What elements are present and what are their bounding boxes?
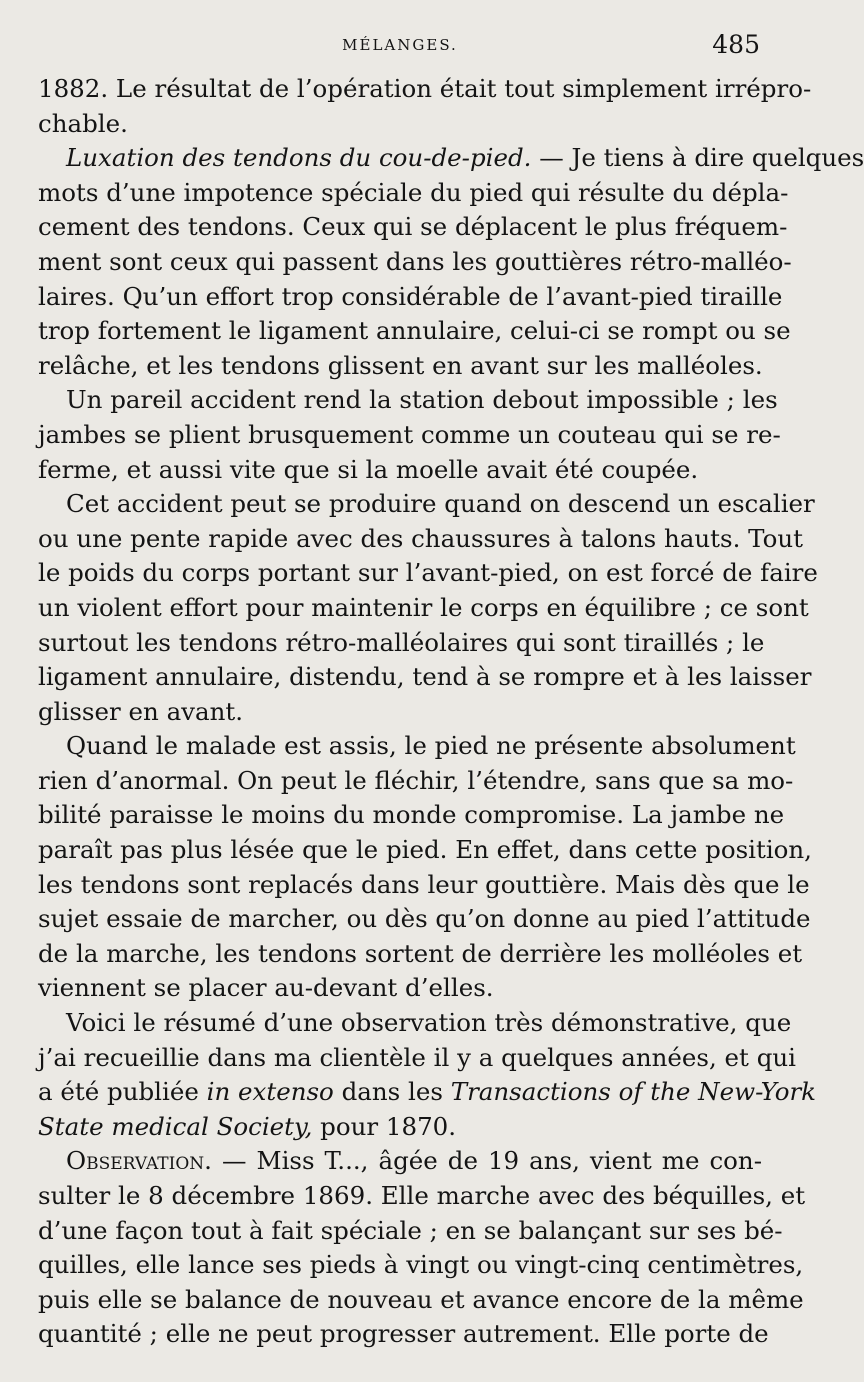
text-line	[38, 107, 762, 142]
text-run: Quand le malade est assis, le pied ne présente absolument	[66, 731, 796, 761]
text-line	[38, 176, 789, 211]
text-line	[38, 937, 803, 972]
text-line	[38, 729, 796, 764]
text-run: 1882. Le résultat de l’opération était tout simplement irrépro-	[38, 74, 812, 103]
text-run: Un pareil accident rend la station debout impossible ; les	[66, 385, 778, 415]
text-line	[38, 902, 811, 937]
small-caps-run: Observation.	[66, 1146, 212, 1176]
text-run: ferme, et aussi vite que si la moelle avait été coupée.	[38, 454, 699, 484]
text-line	[38, 626, 765, 661]
text-run: quantité ; elle ne peut progresser autrement. Elle porte de	[38, 1319, 769, 1349]
page-number: 485	[712, 30, 760, 59]
text-line	[38, 556, 818, 591]
text-line	[38, 418, 781, 453]
running-title: MÉLANGES.	[342, 36, 458, 54]
text-line	[38, 1283, 804, 1318]
text-line	[38, 1248, 804, 1283]
italic-run: State medical Society,	[38, 1111, 313, 1141]
text-run: un violent effort pour maintenir le corps en équilibre ; ce sont	[38, 592, 809, 622]
text-line	[38, 1214, 783, 1249]
text-run: de la marche, les tendons sortent de derrière les molléoles et	[38, 938, 803, 968]
text-line	[38, 383, 778, 418]
italic-run: Transactions of the New-York	[450, 1077, 817, 1107]
text-run: glisser en avant.	[38, 696, 244, 726]
text-run: dans les	[333, 1077, 451, 1107]
text-run: le poids du corps portant sur l’avant-pied, on est forcé de faire	[38, 558, 818, 588]
text-run: sulter le 8 décembre 1869. Elle marche avec des béquilles, et	[38, 1181, 806, 1210]
text-run: pour 1870.	[312, 1111, 457, 1141]
text-line	[38, 349, 762, 384]
italic-run: in extenso	[206, 1077, 334, 1107]
text-run: chable.	[38, 108, 128, 138]
text-run: ligament annulaire, distendu, tend à se rompre et à les laisser	[38, 662, 812, 692]
text-run: bilité paraisse le moins du monde compromise. La jambe ne	[38, 800, 785, 830]
text-run: puis elle se balance de nouveau et avance encore de la même	[38, 1284, 804, 1314]
text-line	[38, 833, 812, 868]
text-run: d’une façon tout à fait spéciale ; en se balançant sur ses bé-	[38, 1215, 783, 1245]
text-line	[38, 971, 762, 1006]
text-line	[38, 522, 803, 557]
text-run: quilles, elle lance ses pieds à vingt ou vingt-cinq centimètres,	[38, 1250, 804, 1280]
text-line	[38, 210, 788, 245]
text-run: trop fortement le ligament annulaire, celui-ci se rompt ou se	[38, 316, 791, 346]
text-run: cement des tendons. Ceux qui se déplacent le plus fréquem-	[38, 212, 788, 242]
body-text	[38, 72, 864, 1352]
text-run: a été publiée	[38, 1077, 207, 1107]
text-run: relâche, et les tendons glissent en avant sur les malléoles.	[38, 350, 763, 380]
text-run: jambes se plient brusquement comme un couteau qui se re-	[38, 419, 781, 449]
italic-run: Luxation des tendons du cou-de-pied.	[66, 143, 532, 173]
text-line	[38, 280, 783, 315]
text-line	[38, 764, 794, 799]
text-line	[38, 695, 762, 730]
text-run: ment sont ceux qui passent dans les gouttières rétro-malléo-	[38, 246, 792, 276]
text-line	[38, 660, 812, 695]
text-line	[38, 1041, 796, 1076]
text-run: Voici le résumé d’une observation très démonstrative, que	[66, 1008, 792, 1038]
text-line	[38, 487, 815, 522]
text-line	[38, 591, 809, 626]
text-run: surtout les tendons rétro-malléolaires qui sont tiraillés ; le	[38, 627, 765, 657]
text-run: ou une pente rapide avec des chaussures à talons hauts. Tout	[38, 523, 803, 553]
text-run: — Miss T..., âgée de 19 ans, vient me con-	[211, 1146, 762, 1176]
text-line	[38, 1144, 762, 1179]
text-line	[38, 1317, 769, 1352]
text-run: sujet essaie de marcher, ou dès qu’on donne au pied l’attitude	[38, 904, 811, 934]
text-line	[38, 1110, 762, 1145]
text-run: rien d’anormal. On peut le fléchir, l’étendre, sans que sa mo-	[38, 765, 794, 795]
text-line	[38, 1006, 792, 1041]
text-run: mots d’une impotence spéciale du pied qui résulte du dépla-	[38, 177, 789, 207]
text-run: paraît pas plus lésée que le pied. En effet, dans cette position,	[38, 835, 812, 865]
text-line	[38, 245, 792, 280]
text-line	[38, 141, 864, 176]
text-line	[38, 868, 810, 903]
text-run: j’ai recueillie dans ma clientèle il y a quelques années, et qui	[38, 1042, 796, 1072]
text-run: Cet accident peut se produire quand on descend un escalier	[66, 489, 815, 519]
text-run: les tendons sont replacés dans leur gouttière. Mais dès que le	[38, 869, 810, 899]
text-line	[38, 1075, 817, 1110]
text-run: viennent se placer au-devant d’elles.	[38, 973, 494, 1003]
text-line	[38, 798, 785, 833]
text-line	[38, 72, 812, 107]
text-run: laires. Qu’un effort trop considérable de l’avant-pied tiraille	[38, 281, 783, 311]
text-run: — Je tiens à dire quelques	[531, 143, 864, 173]
running-head	[0, 30, 800, 66]
text-line	[38, 314, 791, 349]
text-line	[38, 1179, 806, 1214]
text-line	[38, 453, 762, 488]
